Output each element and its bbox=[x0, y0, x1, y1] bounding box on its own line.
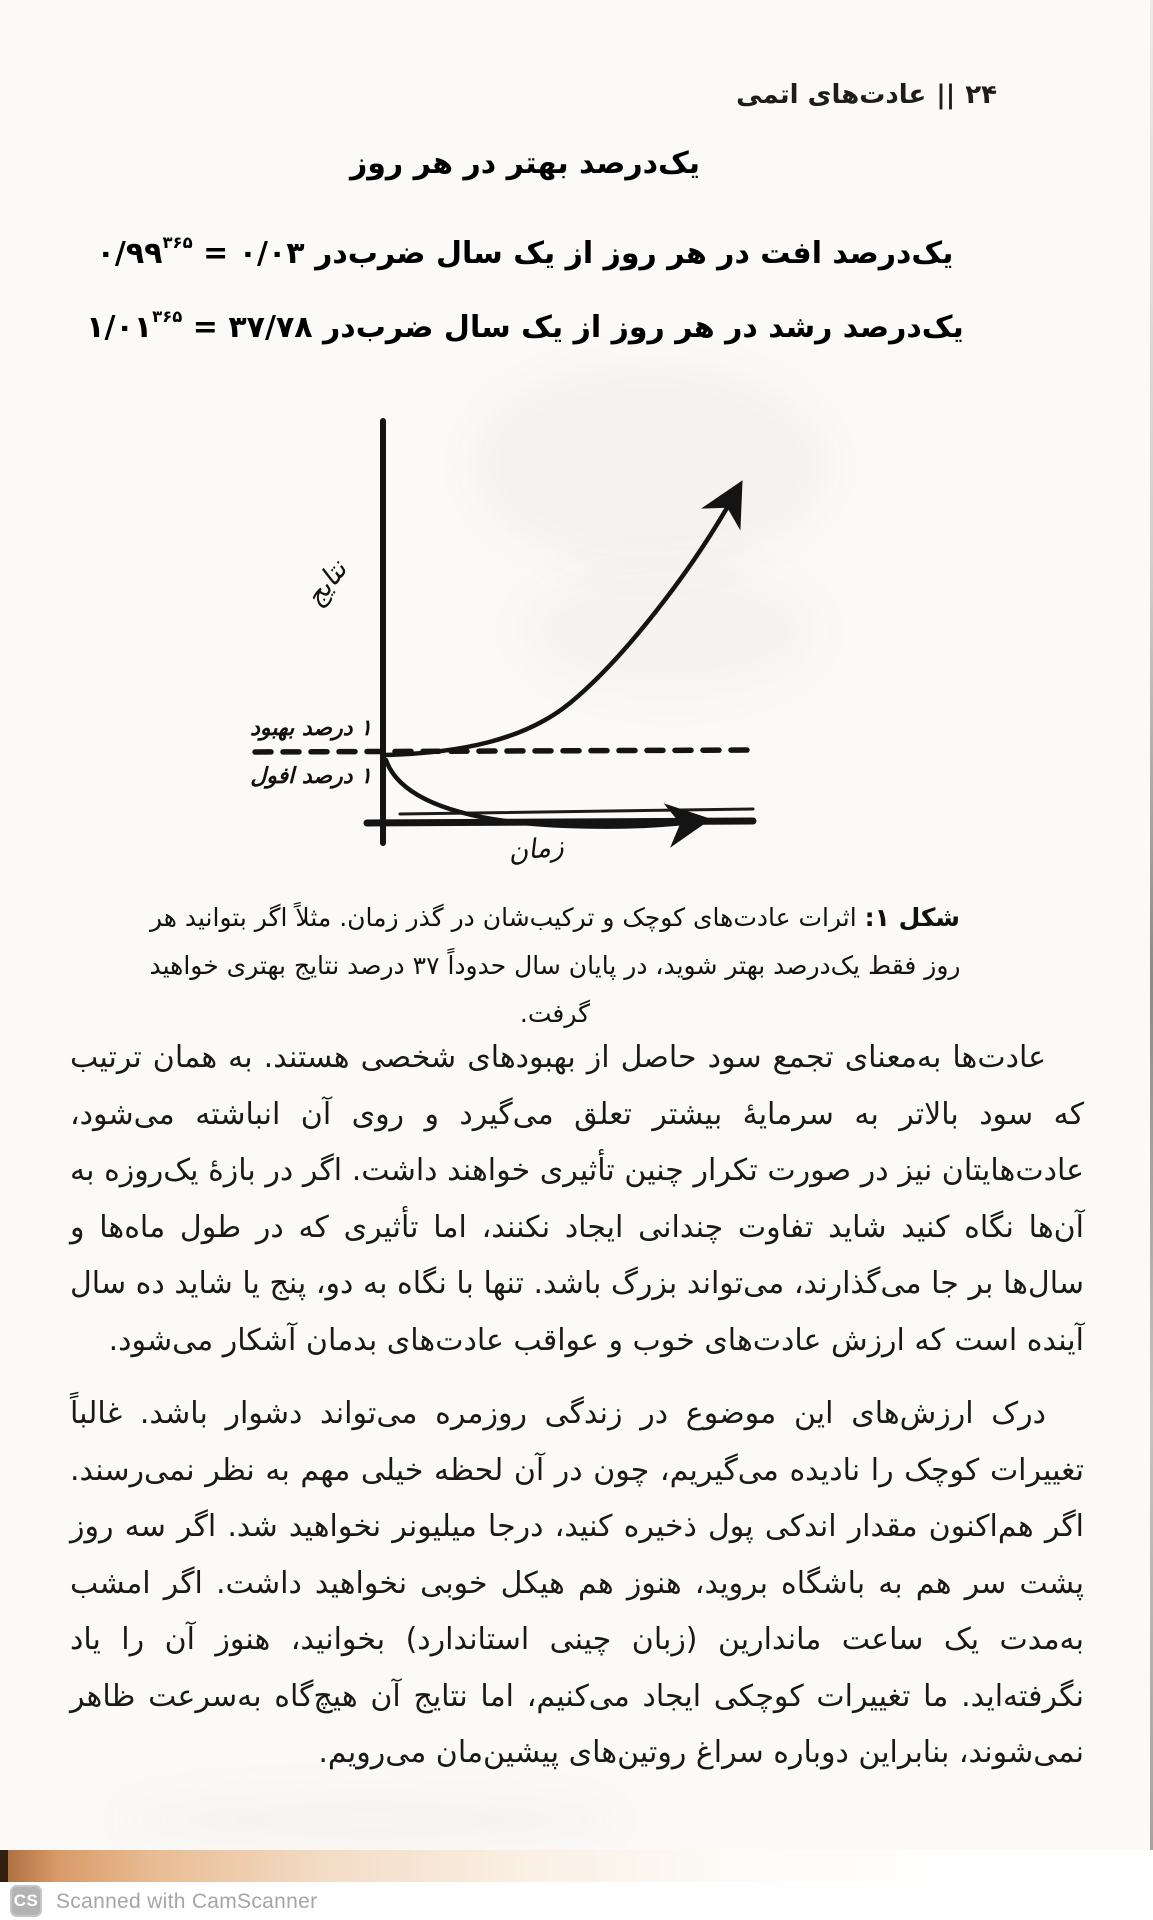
growth-formula-lead: یک‌درصد رشد در هر روز از یک سال ضرب‌در bbox=[312, 310, 964, 345]
camscanner-watermark-text: Scanned with CamScanner bbox=[56, 1890, 318, 1913]
one-percent-decline-label: ۱ درصد افول bbox=[250, 764, 372, 789]
book-title: عادت‌های اتمی bbox=[736, 80, 927, 110]
growth-curve bbox=[386, 492, 736, 755]
decline-formula-power: $۰/۹۹^{۳۶۵}$ bbox=[96, 233, 193, 271]
header-separator: || bbox=[936, 80, 956, 110]
section-title: یک‌درصد بهتر در هر روز bbox=[349, 146, 701, 181]
paragraph: عادت‌ها به‌معنای تجمع سود حاصل از بهبودهای شخصی هستند. به همان ترتیب که سود بالاتر به سرمایهٔ بیشتر تعلق می‌گیرد و روی آن انباشته می‌شود، عادت‌هایتان نیز در صورت تکرار چنین تأثیری خواهند داشت. اگر در بازهٔ یک‌روزه به آن‌ها نگاه کنید شاید تفاوت چندانی ایجاد نکنند، اما تأثیری که در طول ماه‌ها و سال‌ها بر جا می‌گذارند، می‌تواند بزرگ باشد. تنها با نگاه به دو، پنج یا شاید ده سال آینده است که ارزش عادت‌های خوب و عواقب عادت‌های بدمان آشکار می‌شود. bbox=[70, 1040, 1084, 1358]
growth-formula-exponent: ۳۶۵ bbox=[152, 307, 183, 326]
decline-formula-exponent: ۳۶۵ bbox=[162, 233, 193, 252]
figure-caption-label: شکل ۱: bbox=[864, 903, 961, 932]
scan-edge-band bbox=[0, 1850, 1153, 1882]
hand-drawn-chart bbox=[250, 400, 770, 880]
growth-formula-power: $۱/۰۱^{۳۶۵}$ bbox=[86, 307, 183, 345]
figure-caption-text: اثرات عادت‌های کوچک و ترکیب‌شان در گذر زمان. مثلاً اگر بتوانید هر روز فقط یک‌درصد بهتر شوید، در پایان سال حدوداً ۳۷ درصد نتایج بهتری خواهید گرفت. bbox=[149, 903, 961, 1028]
y-axis-label: نتایج bbox=[299, 554, 354, 613]
camscanner-footer bbox=[0, 1882, 1153, 1920]
decline-formula bbox=[35, 233, 1015, 271]
scan-bleedthrough-smudge bbox=[120, 1790, 620, 1850]
running-header bbox=[736, 80, 997, 110]
camscanner-logo: CS bbox=[10, 1885, 42, 1917]
page-number: ۲۴ bbox=[965, 80, 997, 110]
x-axis-label: زمان bbox=[506, 830, 566, 869]
decay-curve bbox=[386, 760, 698, 827]
body-text bbox=[70, 1030, 1084, 1799]
one-percent-improvement-label: ۱ درصد بهبود bbox=[250, 716, 372, 741]
growth-formula bbox=[35, 307, 1015, 345]
baseline-dashed-line bbox=[255, 750, 756, 752]
compounding-habits-figure bbox=[250, 400, 770, 880]
decline-formula-result: = ۰/۰۳ bbox=[192, 236, 305, 271]
figure-caption bbox=[140, 894, 970, 1038]
growth-formula-result: = ۳۷/۷۸ bbox=[182, 310, 313, 345]
decline-formula-lead: یک‌درصد افت در هر روز از یک سال ضرب‌در bbox=[304, 236, 954, 271]
scan-edge-shadow bbox=[0, 1850, 8, 1882]
paragraph: درک ارزش‌های این موضوع در زندگی روزمره می‌تواند دشوار باشد. غالباً تغییرات کوچک را نادیده می‌گیریم، چون در آن لحظه خیلی مهم به نظر نمی‌رسند. اگر هم‌اکنون مقدار اندکی پول ذخیره کنید، درجا میلیونر نخواهید شد. اگر سه روز پشت سر هم به باشگاه بروید، هنوز هم هیکل خوبی نخواهید داشت. اگر امشب به‌مدت یک ساعت ماندارین (زبان چینی استاندارد) بخوانید، هنوز آن را یاد نگرفته‌اید. ما تغییرات کوچکی ایجاد می‌کنیم، اما نتایج آن هیچ‌گاه به‌سرعت ظاهر نمی‌شوند، بنابراین دوباره سراغ روتین‌های پیشین‌مان می‌رویم. bbox=[70, 1396, 1084, 1770]
